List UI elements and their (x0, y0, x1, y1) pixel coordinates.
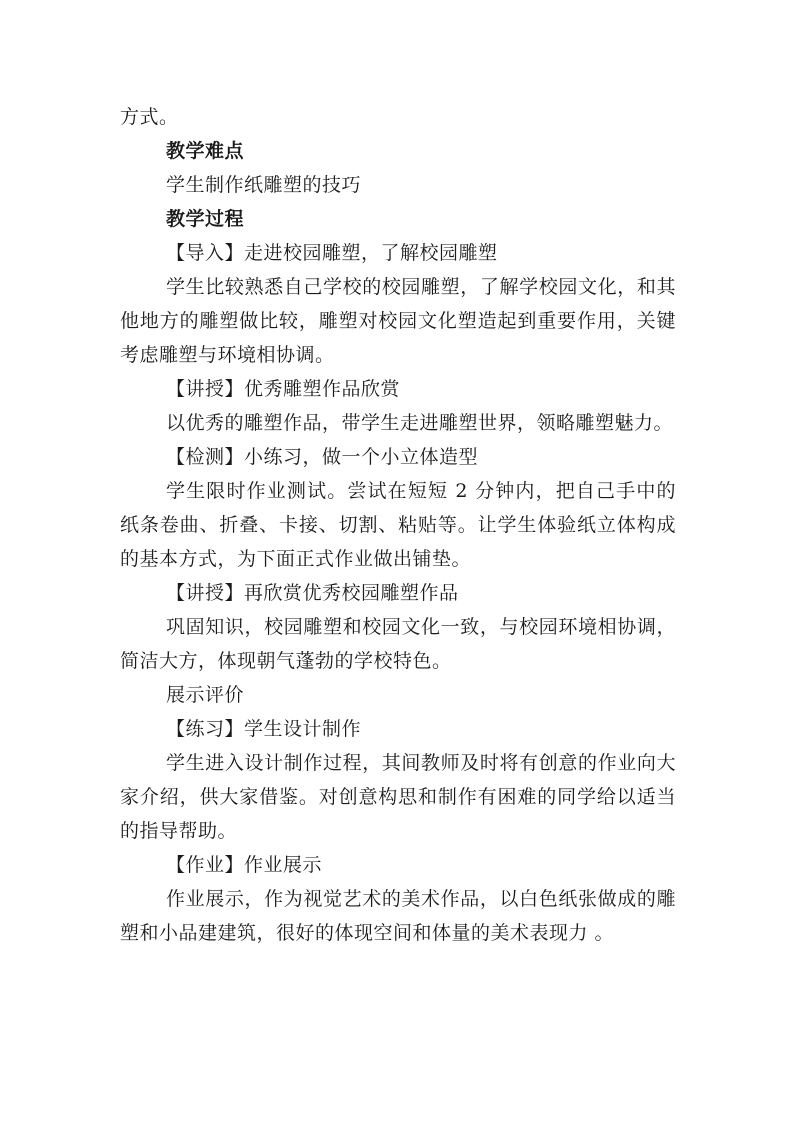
step-display-evaluation: 展示评价 (166, 684, 245, 706)
step-homework-display: 【作业】作业展示 (166, 854, 323, 876)
paragraph-test-detail: 学生限时作业测试。尝试在短短 2 分钟内，把自己手中的纸条卷曲、折叠、卡接、切割、粘贴等。让学生体验纸立体构成的基本方式，为下面正式作业做出铺垫。 (120, 480, 676, 570)
step-lecture-appreciation: 【讲授】优秀雕塑作品欣赏 (166, 378, 401, 400)
paragraph-practice-detail: 学生进入设计制作过程，其间教师及时将有创意的作业向大家介绍，供大家借鉴。对创意构思和制作有困难的同学给以适当的指导帮助。 (120, 752, 676, 842)
paragraph-homework-detail: 作业展示，作为视觉艺术的美术作品，以白色纸张做成的雕塑和小品建建筑，很好的体现空间和体量的美术表现力 。 (120, 888, 676, 944)
paragraph-lecture-detail: 以优秀的雕塑作品，带学生走进雕塑世界，领略雕塑魅力。 (166, 412, 674, 434)
step-introduction: 【导入】走进校园雕塑，了解校园雕塑 (166, 242, 498, 264)
heading-teaching-process: 教学过程 (166, 208, 245, 230)
step-practice-design: 【练习】学生设计制作 (166, 718, 362, 740)
paragraph-difficulty-detail: 学生制作纸雕塑的技巧 (166, 174, 362, 196)
step-test-exercise: 【检测】小练习，做一个小立体造型 (166, 446, 479, 468)
step-lecture-reappreciation: 【讲授】再欣赏优秀校园雕塑作品 (166, 582, 459, 604)
document-body (120, 100, 676, 950)
paragraph-continuation: 方式。 (120, 106, 179, 128)
paragraph-reappreciation-detail: 巩固知识，校园雕塑和校园文化一致，与校园环境相协调，简洁大方，体现朝气蓬勃的学校特色。 (120, 616, 676, 672)
heading-teaching-difficulty: 教学难点 (166, 140, 245, 162)
paragraph-introduction-detail: 学生比较熟悉自己学校的校园雕塑，了解学校园文化，和其他地方的雕塑做比较，雕塑对校园文化塑造起到重要作用，关键考虑雕塑与环境相协调。 (120, 276, 676, 366)
